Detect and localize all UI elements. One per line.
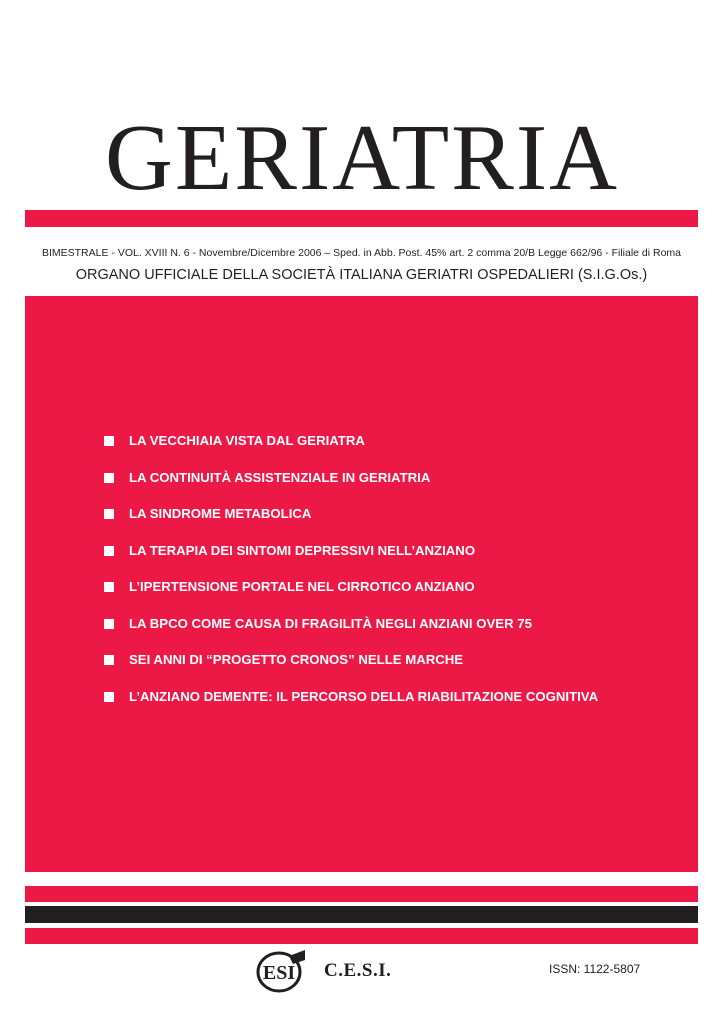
square-bullet-icon	[104, 582, 114, 592]
article-title: LA TERAPIA DEI SINTOMI DEPRESSIVI NELL’ANZIANO	[129, 542, 476, 558]
issn-number: ISSN: 1122-5807	[549, 962, 641, 976]
bottom-red-stripe-lower	[25, 928, 698, 944]
list-item	[104, 432, 598, 469]
top-red-bar	[25, 210, 698, 227]
list-item	[104, 651, 598, 688]
square-bullet-icon	[104, 619, 114, 629]
list-item	[104, 542, 598, 579]
list-item	[104, 615, 598, 652]
square-bullet-icon	[104, 655, 114, 665]
article-title: LA CONTINUITÀ ASSISTENZIALE IN GERIATRIA	[129, 469, 431, 485]
organ-line: ORGANO UFFICIALE DELLA SOCIETÀ ITALIANA GERIATRI OSPEDALIERI (S.I.G.Os.)	[75, 267, 648, 283]
article-title: LA SINDROME METABOLICA	[129, 506, 312, 521]
journal-title: GERIATRIA	[104, 106, 620, 210]
list-item	[104, 688, 598, 725]
square-bullet-icon	[104, 692, 114, 702]
issue-info-line: BIMESTRALE - VOL. XVIII N. 6 - Novembre/Dicembre 2006 – Sped. in Abb. Post. 45% art. 2 comma 20/B Legge 662/96 - Filiale di Roma	[41, 247, 682, 259]
list-item	[104, 469, 598, 506]
square-bullet-icon	[104, 436, 114, 446]
square-bullet-icon	[104, 473, 114, 483]
article-title: L’IPERTENSIONE PORTALE NEL CIRROTICO ANZIANO	[129, 579, 475, 594]
table-of-contents	[104, 432, 598, 724]
article-title: LA BPCO COME CAUSA DI FRAGILITÀ NEGLI ANZIANI OVER 75	[129, 615, 532, 631]
list-item	[104, 578, 598, 615]
bottom-black-stripe	[25, 906, 698, 923]
bottom-red-stripe	[25, 886, 698, 902]
article-title: SEI ANNI DI “PROGETTO CRONOS” NELLE MARCHE	[129, 652, 464, 667]
square-bullet-icon	[104, 546, 114, 556]
publisher-logo	[255, 948, 307, 994]
square-bullet-icon	[104, 509, 114, 519]
article-title: LA VECCHIAIA VISTA DAL GERIATRA	[129, 433, 365, 448]
article-title: L’ANZIANO DEMENTE: IL PERCORSO DELLA RIABILITAZIONE COGNITIVA	[129, 688, 599, 704]
list-item	[104, 505, 598, 542]
logo-lettering: ESI	[262, 962, 296, 984]
publisher-name: C.E.S.I.	[324, 960, 392, 981]
